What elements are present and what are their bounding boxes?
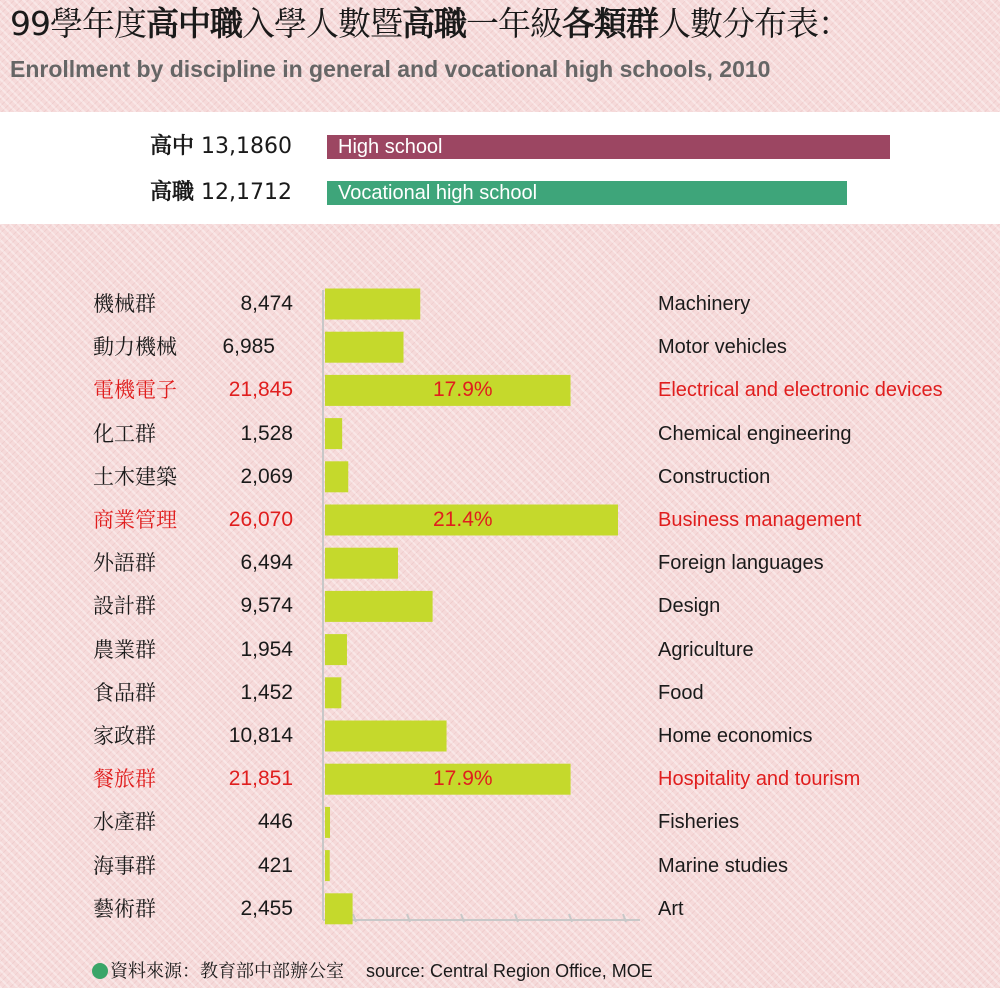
category-label-zh: 機械群 [93, 292, 156, 316]
category-label-en: Fisheries [658, 811, 740, 834]
category-label-en: Hospitality and tourism [658, 768, 861, 791]
chart-title-en: Enrollment by discipline in general and vocational high schools, 2010 [10, 56, 771, 82]
category-label-en: Food [658, 681, 704, 704]
source-zh: 資料來源：教育部中部辦公室 [110, 961, 344, 982]
summary-bar-label: High school [338, 136, 443, 158]
category-label-en: Home economics [658, 725, 813, 747]
category-label-zh: 外語群 [93, 551, 156, 576]
category-label-en: Business management [658, 509, 862, 531]
value-label: 421 [257, 853, 293, 877]
summary-value: 13,1860 [201, 134, 292, 159]
bar-machinery [325, 289, 420, 320]
bar-foreign-languages [325, 548, 398, 579]
bar-agriculture [325, 634, 347, 665]
bar-marine-studies [325, 850, 330, 881]
title-part-1: 高中職 [146, 4, 242, 43]
value-label: 8,474 [240, 292, 293, 315]
source-dot-icon [92, 963, 108, 979]
bar-home-economics [325, 721, 447, 752]
percent-label: 21.4% [433, 508, 493, 531]
category-label-en: Chemical engineering [658, 422, 852, 445]
category-label-zh: 設計群 [93, 594, 156, 619]
category-label-en: Machinery [658, 293, 751, 315]
category-label-zh: 藝術群 [93, 896, 156, 921]
title-part-6: 人數分布表： [658, 4, 850, 43]
value-label: 1,528 [240, 421, 293, 445]
category-label-zh: 餐旅群 [93, 767, 156, 792]
category-label-en: Design [658, 595, 721, 618]
bar-art [325, 893, 353, 924]
category-label-en: Art [658, 897, 684, 920]
value-label: 21,845 [228, 378, 293, 402]
value-label: 26,070 [228, 508, 293, 531]
category-label-zh: 商業管理 [93, 508, 177, 532]
value-label: 9,574 [240, 594, 293, 618]
title-part-3: 高職 [402, 4, 466, 43]
source-note [92, 959, 653, 984]
bar-design [325, 591, 433, 622]
title-part-2: 入學人數暨 [242, 4, 402, 43]
category-label-zh: 農業群 [93, 637, 156, 662]
category-label-en: Marine studies [658, 854, 789, 877]
value-label: 6,494 [240, 551, 293, 575]
title-part-0: 99學年度 [10, 4, 146, 43]
source-en: source: Central Region Office, MOE [366, 961, 653, 981]
value-label: 10,814 [228, 724, 293, 747]
category-label-zh: 土木建築 [93, 464, 177, 489]
bar-motor-vehicles [325, 332, 404, 363]
category-label-zh: 動力機械 [93, 335, 177, 360]
summary-label-zh: 高中 [150, 134, 195, 159]
percent-label: 17.9% [433, 767, 493, 791]
summary-label-zh: 高職 [150, 180, 195, 205]
bar-food [325, 677, 341, 708]
value-label: 21,851 [228, 767, 293, 791]
value-label: 6,985 [222, 335, 275, 359]
title-part-4: 一年級 [466, 4, 562, 43]
summary-bar-label: Vocational high school [338, 182, 538, 204]
category-label-zh: 水產群 [93, 810, 156, 835]
bar-fisheries [325, 807, 330, 838]
value-label: 1,954 [240, 637, 293, 661]
bar-construction [325, 461, 348, 492]
value-label: 2,069 [240, 464, 293, 488]
bar-chemical-engineering [325, 418, 342, 449]
category-label-en: Foreign languages [658, 552, 824, 575]
summary-value: 12,1712 [201, 180, 292, 205]
category-label-zh: 化工群 [93, 421, 156, 446]
value-label: 1,452 [240, 680, 293, 704]
percent-label: 17.9% [433, 378, 493, 402]
category-label-en: Agriculture [658, 638, 754, 661]
value-label: 446 [257, 810, 293, 834]
category-label-en: Motor vehicles [658, 336, 787, 359]
category-label-zh: 家政群 [93, 724, 156, 748]
category-label-zh: 電機電子 [93, 378, 177, 403]
title-part-5: 各類群 [562, 4, 658, 43]
category-label-zh: 食品群 [93, 680, 156, 705]
category-label-en: Construction [658, 465, 771, 488]
category-label-zh: 海事群 [93, 853, 156, 878]
category-label-en: Electrical and electronic devices [658, 379, 943, 402]
value-label: 2,455 [240, 896, 293, 920]
